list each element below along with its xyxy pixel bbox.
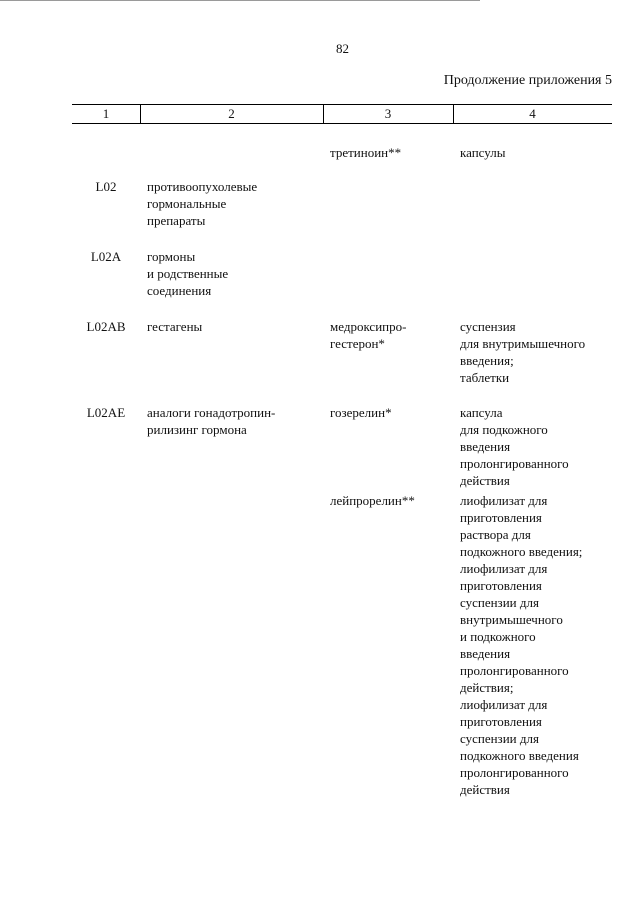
column-header-4: 4 — [529, 106, 536, 121]
drug-name: медроксипро- гестерон* — [330, 319, 407, 351]
continuation-caption: Продолжение приложения 5 — [443, 73, 612, 88]
dosage-form: лиофилизат для приготовления раствора для подкожного введения; лиофилизат для приготовления суспензии для внутримышечного и подкожного введения пролонгированного действия; лиофилизат для приготовления суспензии для подкожного введения пролонгированного действия — [460, 493, 583, 797]
anatomical-group: противоопухолевые гормональные препараты — [147, 179, 258, 228]
column-header-3: 3 — [384, 106, 392, 121]
column-header-1: 1 — [102, 106, 110, 121]
atc-code: L02A — [90, 249, 122, 264]
page-number: 82 — [336, 41, 349, 56]
scan-top-edge-line — [0, 0, 480, 4]
column-header-2: 2 — [228, 106, 235, 121]
table-header-row — [72, 104, 612, 124]
dosage-form: капсула для подкожного введения пролонгированного действия — [460, 405, 569, 488]
anatomical-group: аналоги гонадотропин- рилизинг гормона — [147, 405, 276, 437]
dosage-form: капсулы — [460, 145, 506, 160]
anatomical-group: гормоны и родственные соединения — [147, 249, 229, 298]
atc-code: L02AB — [86, 319, 126, 334]
drug-name: лейпрорелин** — [330, 493, 415, 508]
atc-code: L02AE — [86, 405, 126, 420]
drug-name: третиноин** — [330, 145, 402, 160]
dosage-form: суспензия для внутримышечного введения; таблетки — [460, 319, 586, 385]
drug-name: гозерелин* — [330, 405, 392, 420]
atc-code: L02 — [95, 179, 117, 194]
anatomical-group: гестагены — [147, 319, 203, 334]
